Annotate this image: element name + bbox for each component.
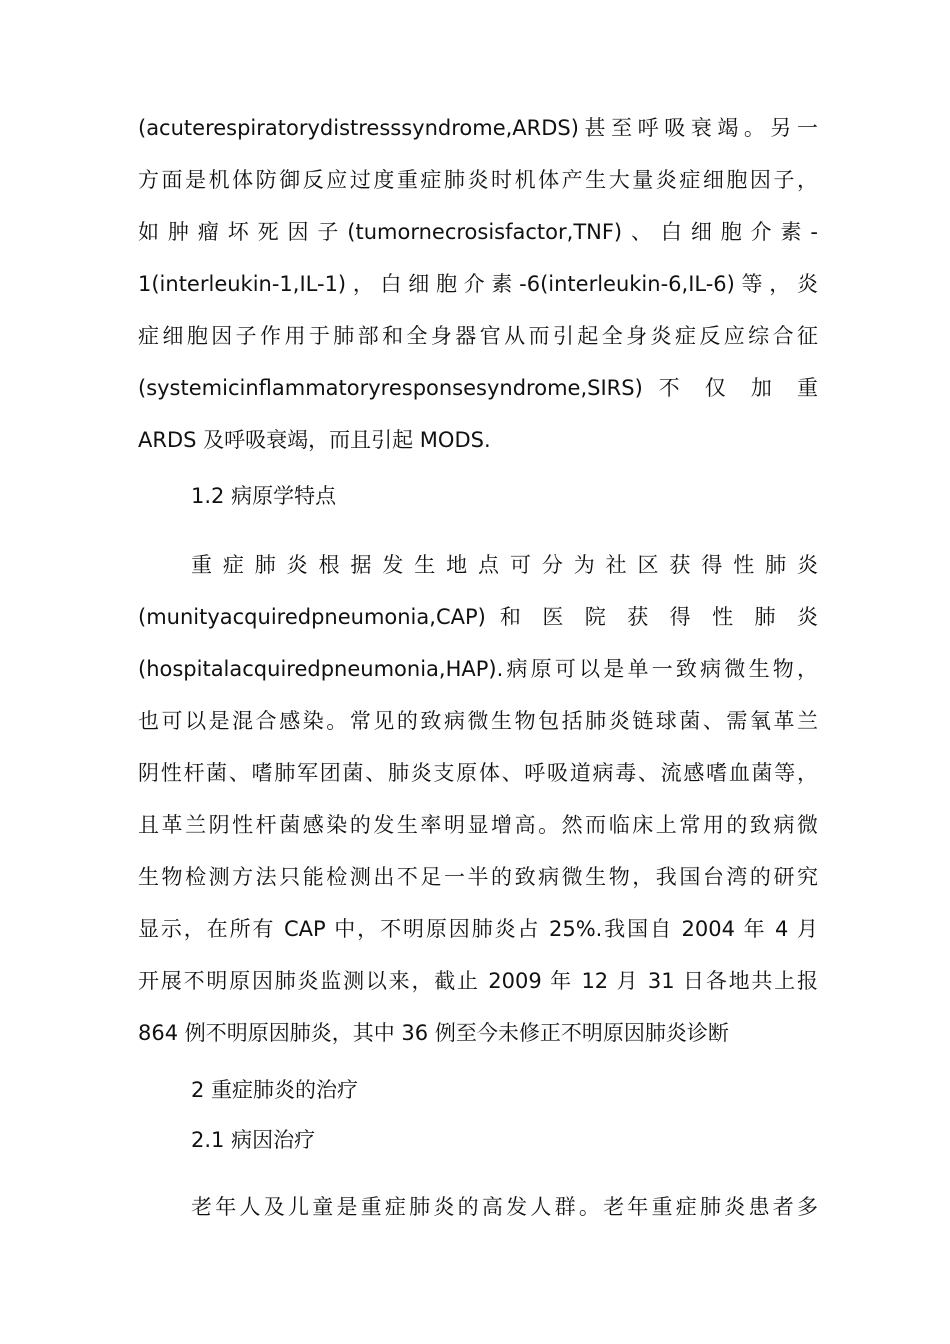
- paragraph-line: 如肿瘤坏死因子(tumornecrosisfactor,TNF)、白细胞介素-: [138, 220, 818, 244]
- section-heading: 2 重症肺炎的治疗: [191, 1078, 359, 1102]
- paragraph-line: (systemicinflammatoryresponsesyndrome,SIRS) 不 仅 加 重: [138, 376, 818, 400]
- paragraph-line: (munityacquiredpneumonia,CAP) 和 医 院 获 得 性 肺 炎: [138, 605, 818, 629]
- paragraph-line: 老年人及儿童是重症肺炎的高发人群。老年重症肺炎患者多: [191, 1195, 818, 1219]
- paragraph-line: (hospitalacquiredpneumonia,HAP).病原可以是单一致病微生物，: [138, 657, 818, 681]
- paragraph-line: ARDS 及呼吸衰竭，而且引起 MODS.: [138, 428, 491, 452]
- paragraph-line: 也可以是混合感染。常见的致病微生物包括肺炎链球菌、需氧革兰: [138, 709, 818, 733]
- paragraph-line: 1(interleukin-1,IL-1)，白细胞介素-6(interleukin-6,IL-6)等，炎: [138, 272, 818, 296]
- paragraph-line: 症细胞因子作用于肺部和全身器官从而引起全身炎症反应综合征: [138, 324, 818, 348]
- paragraph-line: 生物检测方法只能检测出不足一半的致病微生物，我国台湾的研究: [138, 865, 818, 889]
- paragraph-line: 开展不明原因肺炎监测以来，截止 2009 年 12 月 31 日各地共上报: [138, 969, 818, 993]
- paragraph-line: 重症肺炎根据发生地点可分为社区获得性肺炎: [191, 553, 818, 577]
- paragraph-line: 864 例不明原因肺炎，其中 36 例至今未修正不明原因肺炎诊断: [138, 1021, 729, 1045]
- paragraph-line: 且革兰阴性杆菌感染的发生率明显增高。然而临床上常用的致病微: [138, 813, 818, 837]
- paragraph-line: 方面是机体防御反应过度重症肺炎时机体产生大量炎症细胞因子，: [138, 168, 818, 192]
- paragraph-line: 显示，在所有 CAP 中，不明原因肺炎占 25%.我国自 2004 年 4 月: [138, 917, 818, 941]
- section-heading: 2.1 病因治疗: [191, 1128, 316, 1152]
- paragraph-line: 阴性杆菌、嗜肺军团菌、肺炎支原体、呼吸道病毒、流感嗜血菌等，: [138, 761, 818, 785]
- paragraph-line: (acuterespiratorydistresssyndrome,ARDS)甚至呼吸衰竭。另一: [138, 116, 818, 140]
- section-heading: 1.2 病原学特点: [191, 484, 337, 508]
